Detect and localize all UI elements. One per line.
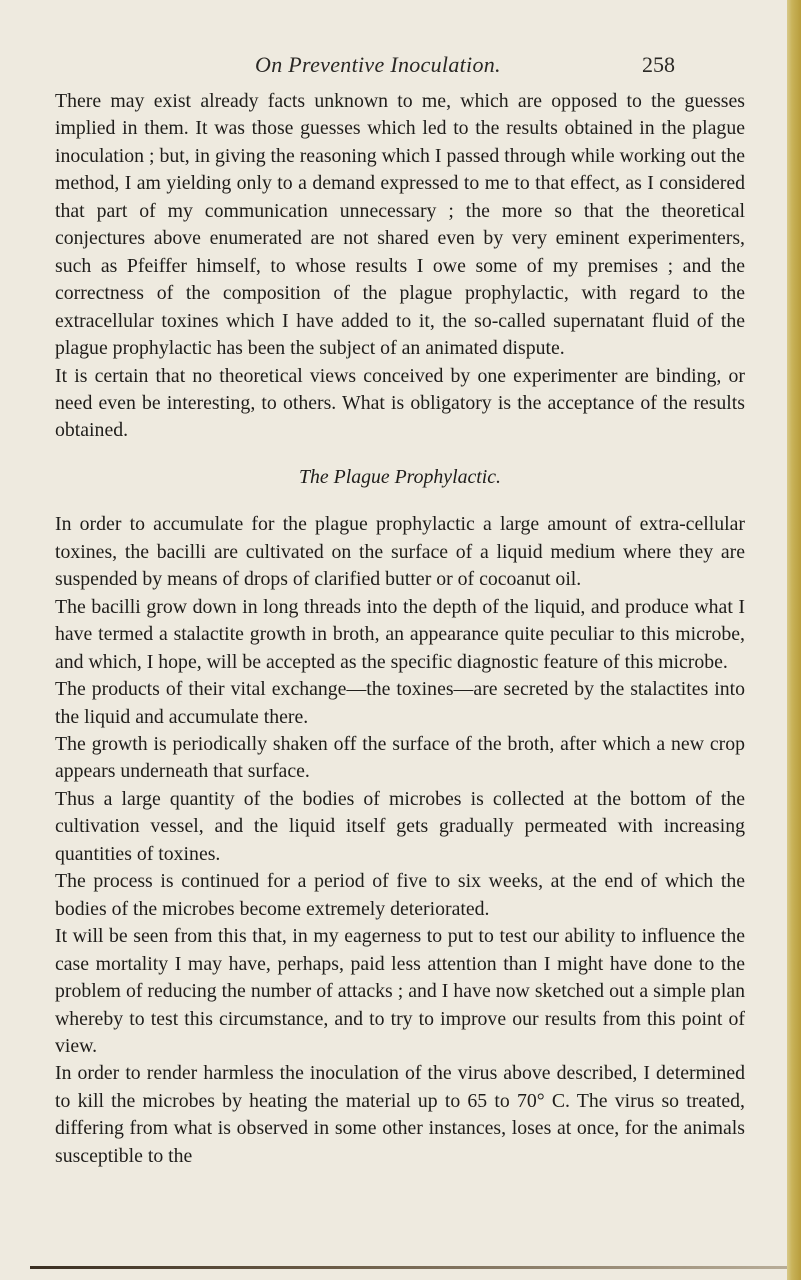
- page-header: [0, 52, 801, 82]
- paragraph: There may exist already facts unknown to me, which are opposed to the guesses implied in them. It was those guesses which led to the results obtained in the plague inoculation ; but, in giving the reasoning which I passed through while working out the method, I am yielding only to a demand expressed to me to that effect, as I considered that part of my communication unnecessary ; the more so that the theoretical conjectures above enumerated are not shared even by very eminent experimenters, such as Pfeiffer himself, to whose results I owe some of my premises ; and the correctness of the composition of the plague prophylactic, with regard to the extracellular toxines which I have added to it, the so-called supernatant fluid of the plague prophylactic has been the subject of an animated dispute.: [55, 90, 745, 360]
- paragraph: The process is continued for a period of five to six weeks, at the end of which the bodies of the microbes become extremely deteriorated.: [55, 870, 745, 920]
- paragraph: Thus a large quantity of the bodies of microbes is collected at the bottom of the cultivation vessel, and the liquid itself gets gradually permeated with increasing quantities of toxines.: [55, 787, 745, 865]
- paragraph: It is certain that no theoretical views conceived by one experimenter are binding, or need even be interesting, to others. What is obligatory is the acceptance of the results obtained.: [55, 364, 745, 442]
- page-bottom-edge: [30, 1266, 790, 1269]
- page-number: 258: [642, 52, 675, 77]
- book-spine-edge: [787, 0, 801, 1280]
- paragraph: In order to accumulate for the plague prophylactic a large amount of extra-cellular toxines, the bacilli are cultivated on the surface of a liquid medium where they are suspended by means of drops of clarified butter or of cocoanut oil.: [55, 513, 745, 591]
- paragraph: In order to render harmless the inoculation of the virus above described, I determined to kill the microbes by heating the material up to 65 to 70° C. The virus so treated, differing from what is observed in some other instances, loses at once, for the animals susceptible to the: [55, 1062, 745, 1167]
- paragraph: The bacilli grow down in long threads into the depth of the liquid, and produce what I have termed a stalactite growth in broth, an appearance quite peculiar to this microbe, and which, I hope, will be accepted as the specific diagnostic feature of this microbe.: [55, 595, 745, 673]
- paragraph: It will be seen from this that, in my eagerness to put to test our ability to influence the case mortality I may have, perhaps, paid less attention than I might have done to the problem of reducing the number of attacks ; and I have now sketched out a simple plan whereby to test this circumstance, and to try to improve our results from this point of view.: [55, 925, 745, 1057]
- section-heading: The Plague Prophylactic.: [299, 465, 501, 488]
- paragraph: The growth is periodically shaken off the surface of the broth, after which a new crop appears underneath that surface.: [55, 732, 745, 783]
- paragraph: The products of their vital exchange—the toxines—are secreted by the stalactites into the liquid and accumulate there.: [55, 678, 745, 728]
- body-text: [55, 88, 745, 1170]
- running-title: On Preventive Inoculation.: [255, 52, 501, 77]
